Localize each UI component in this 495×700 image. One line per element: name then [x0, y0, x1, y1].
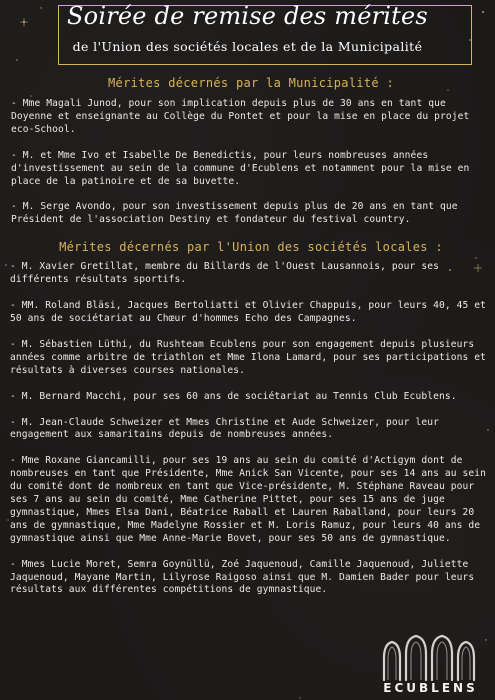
list-item: - M. Bernard Macchi, pour ses 60 ans de sociétariat au Tennis Club Ecublens.	[10, 390, 457, 402]
list-item: - Mme Roxane Giancamilli, pour ses 19 ans au sein du comité d'Actigym dont de nombreuses en tant que Présidente, Mme Anick San Vicente, pour ses 14 ans au sein du comité dont de nombreux en tant que Vice-présidente, M. Stéphane Raveau pour ses 7 ans au sein du comité, Mme Catherine Pittet, pour ses 15 ans de juge gymnastique, Mmes Elsa Dani, Béatrice Raball et Lauren Raballand, pour leurs 20 ans de gymnastique, Mme Madelyne Rossier et M. Loris Ramuz, pour leurs 40 ans de gymnastique ainsi que Mme Anne-Marie Bovet, pour ses 50 ans de gymnastique.	[10, 455, 486, 544]
logo-wordmark: ECUBLENS	[383, 681, 478, 695]
list-item: - M. Serge Avondo, pour son investissement depuis plus de 20 ans en tant que Président de l'association Destiny et fondateur du festival country.	[11, 201, 458, 226]
list-item: - Mme Magali Junod, pour son implication depuis plus de 30 ans en tant que Doyenne et enseignante au Collège du Pontet et pour la mise en place du projet eco-School.	[11, 98, 470, 135]
list-item: - M. Sébastien Lüthi, du Rushteam Ecublens pour son engagement depuis plusieurs années comme arbitre de triathlon et Mme Ilona Lamard, pour ses participations et résultats à diverses courses nationales.	[10, 338, 486, 376]
page-title: Soirée de remise des mérites	[67, 2, 428, 30]
list-item: - M. et Mme Ivo et Isabelle De Benedictis, pour leurs nombreuses années d'investissement au sein de la commune d'Ecublens et notamment pour la mise en place de la patinoire et de sa buvette.	[11, 149, 470, 187]
content	[10, 76, 492, 610]
list-item: - Mmes Lucie Moret, Semra Goynüllü, Zoé Jaquenoud, Camille Jaquenoud, Juliette Jaquenoud, Mayane Martin, Lilyrose Raigoso ainsi que M. Damien Bader pour leurs résultats aux différentes compétitions de gymnastique.	[10, 558, 475, 596]
list-item: - M. Jean-Claude Schweizer et Mmes Christine et Aude Schweizer, pour leur engagement aux samaritains depuis de nombreuses années.	[10, 416, 439, 441]
list-item: - MM. Roland Bläsi, Jacques Bertoliatti et Olivier Chappuis, pour leurs 40, 45 et 50 ans de sociétariat au Chœur d'hommes Echo des Campagnes.	[10, 300, 486, 324]
ecublens-logo	[366, 632, 495, 700]
section-title: Mérites décernés par l'Union des sociétés locales :	[59, 240, 443, 255]
list-item: - M. Xavier Gretillat, membre du Billards de l'Ouest Lausannois, pour ses différents résultats sportifs.	[10, 261, 439, 286]
logo-arches-icon	[366, 632, 495, 682]
section-title: Mérites décernés par la Municipalité :	[108, 76, 394, 90]
page-subtitle: de l'Union des sociétés locales et de la Municipalité	[72, 39, 423, 54]
section-union-societes	[10, 240, 492, 597]
section-municipalite	[10, 76, 492, 227]
